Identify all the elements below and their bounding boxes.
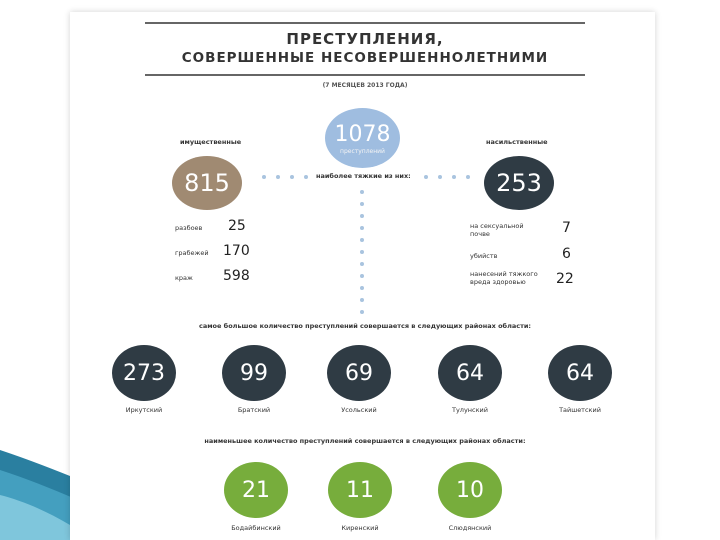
least-regions-heading: наименьшее количество преступлений совершается в следующих районах области: xyxy=(204,437,526,445)
violent-item-label-line1: на сексуальной xyxy=(470,222,524,230)
violent-value: 253 xyxy=(496,169,542,197)
connector-dot xyxy=(262,175,266,179)
total-value: 1078 xyxy=(334,121,391,147)
title-line-2: СОВЕРШЕННЫЕ НЕСОВЕРШЕННОЛЕТНИМИ xyxy=(181,50,549,66)
connector-dot xyxy=(360,286,364,290)
region-value: 64 xyxy=(566,360,594,386)
connector-dot xyxy=(360,262,364,266)
violent-heading: насильственные xyxy=(486,138,548,146)
region-name: Слюдянский xyxy=(448,524,492,532)
connector-dot xyxy=(290,175,294,179)
violent-item-label xyxy=(470,270,538,286)
connector-dot xyxy=(360,202,364,206)
connector-dot xyxy=(438,175,442,179)
violent-item-label-line1: нанесений тяжкого xyxy=(470,270,538,278)
region-value: 99 xyxy=(240,360,268,386)
region-circle xyxy=(112,345,176,401)
period-subtitle: (7 МЕСЯЦЕВ 2013 ГОДА) xyxy=(322,82,408,89)
region-value: 69 xyxy=(345,360,373,386)
most-regions-heading: самое большое количество преступлений совершается в следующих районах области: xyxy=(198,322,532,330)
region-circle xyxy=(224,462,288,518)
violent-item-value: 22 xyxy=(556,271,574,287)
header-rule-bottom xyxy=(145,74,585,76)
region-circle xyxy=(438,345,502,401)
connector-dot xyxy=(276,175,280,179)
region-circle xyxy=(222,345,286,401)
property-value: 815 xyxy=(184,169,230,197)
region-name: Иркутский xyxy=(125,406,163,414)
region-circle xyxy=(327,345,391,401)
property-item-value: 598 xyxy=(223,268,250,284)
violent-item-label-line2: вреда здоровью xyxy=(470,278,526,286)
region-name: Тайшетский xyxy=(559,406,601,414)
total-label: преступлений xyxy=(340,147,385,155)
property-item-value: 170 xyxy=(223,243,250,259)
connector-dot xyxy=(360,214,364,218)
property-item-value: 25 xyxy=(228,218,246,234)
connector-dot xyxy=(360,238,364,242)
connector-dot xyxy=(452,175,456,179)
region-name: Тулунский xyxy=(451,406,489,414)
total-circle xyxy=(325,108,400,168)
region-circle xyxy=(328,462,392,518)
property-item-label: краж xyxy=(175,274,193,282)
connector-dot xyxy=(360,226,364,230)
region-name: Усольский xyxy=(341,406,377,414)
violent-circle xyxy=(484,156,554,210)
header-rule-top xyxy=(145,22,585,24)
connector-dot xyxy=(360,190,364,194)
region-circle xyxy=(438,462,502,518)
violent-item-value: 6 xyxy=(562,246,571,262)
region-value: 21 xyxy=(242,477,270,503)
most-serious-label: наиболее тяжкие из них: xyxy=(316,172,411,180)
title-line-1: ПРЕСТУПЛЕНИЯ, xyxy=(286,30,444,48)
violent-item-value: 7 xyxy=(562,220,571,236)
decorative-wave xyxy=(0,450,80,540)
property-heading: имущественные xyxy=(180,138,242,146)
violent-item-label xyxy=(470,222,524,238)
connector-dot xyxy=(360,250,364,254)
connector-dot xyxy=(360,310,364,314)
region-value: 273 xyxy=(123,360,165,386)
property-circle xyxy=(172,156,242,210)
region-value: 11 xyxy=(346,477,374,503)
region-value: 10 xyxy=(456,477,484,503)
region-value: 64 xyxy=(456,360,484,386)
violent-item-label: убийств xyxy=(470,252,498,260)
connector-dot xyxy=(304,175,308,179)
connector-dot xyxy=(424,175,428,179)
connector-dot xyxy=(360,298,364,302)
region-name: Киренский xyxy=(341,524,379,532)
region-circle xyxy=(548,345,612,401)
property-item-label: разбоев xyxy=(175,224,203,232)
property-item-label: грабежей xyxy=(175,249,209,257)
region-name: Братский xyxy=(237,406,271,414)
violent-item-label-line2: почве xyxy=(470,230,490,238)
connector-dot xyxy=(360,274,364,278)
region-name: Бодайбинский xyxy=(231,524,281,532)
connector-dot xyxy=(466,175,470,179)
